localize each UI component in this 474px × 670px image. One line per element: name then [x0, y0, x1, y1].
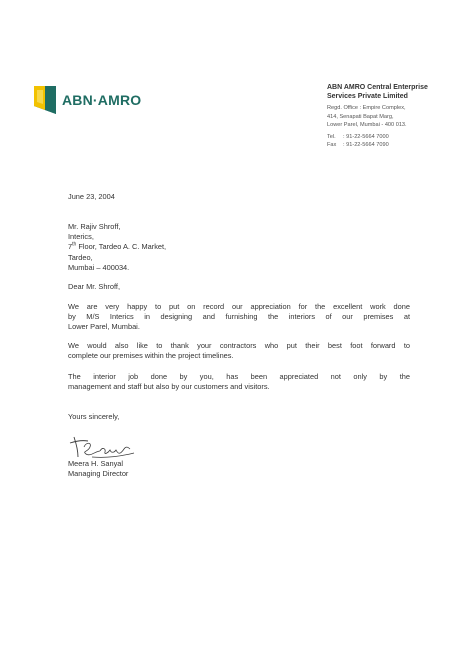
abn-amro-shield-icon [34, 86, 56, 114]
signer-title: Managing Director [68, 469, 129, 479]
paragraph-3-line-2: management and staff but also by our customers and visitors. [68, 382, 270, 392]
tel-row [327, 133, 467, 142]
fax-label: Fax [327, 142, 337, 148]
salutation: Dear Mr. Shroff, [68, 282, 121, 291]
paragraph-1-line-3: Lower Parel, Mumbai. [68, 322, 140, 332]
recipient-address [68, 222, 410, 273]
company-name-line-2: Services Private Limited [327, 93, 408, 100]
recipient-floor [68, 242, 410, 252]
paragraph-2 [68, 341, 410, 361]
company-address [327, 104, 467, 130]
paragraph-3-line-1: The interior job done by you, has been appreciated not only by the [68, 372, 410, 381]
recipient-company: Interics, [68, 232, 94, 242]
signer-name: Meera H. Sanyal [68, 459, 124, 468]
paragraph-1-line-2: by M/S Interics in designing and furnishing the interiors of our premises at [68, 312, 410, 322]
fax-row [327, 141, 467, 150]
paragraph-1-line-1: We are very happy to put on record our appreciation for the excellent work done [68, 302, 410, 311]
address-line-3: Lower Parel, Mumbai - 400 013. [327, 122, 407, 128]
recipient-area: Tardeo, [68, 252, 93, 262]
tel-label: Tel. [327, 133, 336, 140]
company-contact [327, 133, 467, 150]
paragraph-3 [68, 372, 410, 392]
paragraph-2-line-1: We would also like to thank your contractors who put their best foot forward to [68, 341, 410, 350]
recipient-city: Mumbai – 400034. [68, 262, 130, 272]
paragraph-2-line-2: complete our premises within the project timelines. [68, 351, 234, 361]
fax-value: : 91-22-5664 7090 [343, 142, 389, 148]
floor-number: 7 [68, 242, 73, 252]
recipient-name: Mr. Rajiv Shroff, [68, 222, 121, 231]
tel-value: : 91-22-5664 7000 [343, 133, 389, 140]
logo-wordmark: ABN·AMRO [62, 92, 142, 108]
company-name-line-1: ABN AMRO Central Enterprise [327, 84, 428, 91]
address-line-2: 414, Senapati Bapat Marg, [327, 113, 394, 120]
company-name [327, 83, 467, 101]
signer-block [68, 459, 410, 479]
brand-logo [34, 86, 141, 114]
letter-date: June 23, 2004 [68, 192, 115, 201]
closing: Yours sincerely, [68, 412, 120, 421]
paragraph-1 [68, 302, 410, 333]
floor-suffix: th [72, 241, 77, 248]
company-header [327, 83, 467, 150]
address-line-1: Regd. Office : Empire Complex, [327, 105, 406, 111]
floor-rest: Floor, Tardeo A. C. Market, [76, 242, 167, 252]
